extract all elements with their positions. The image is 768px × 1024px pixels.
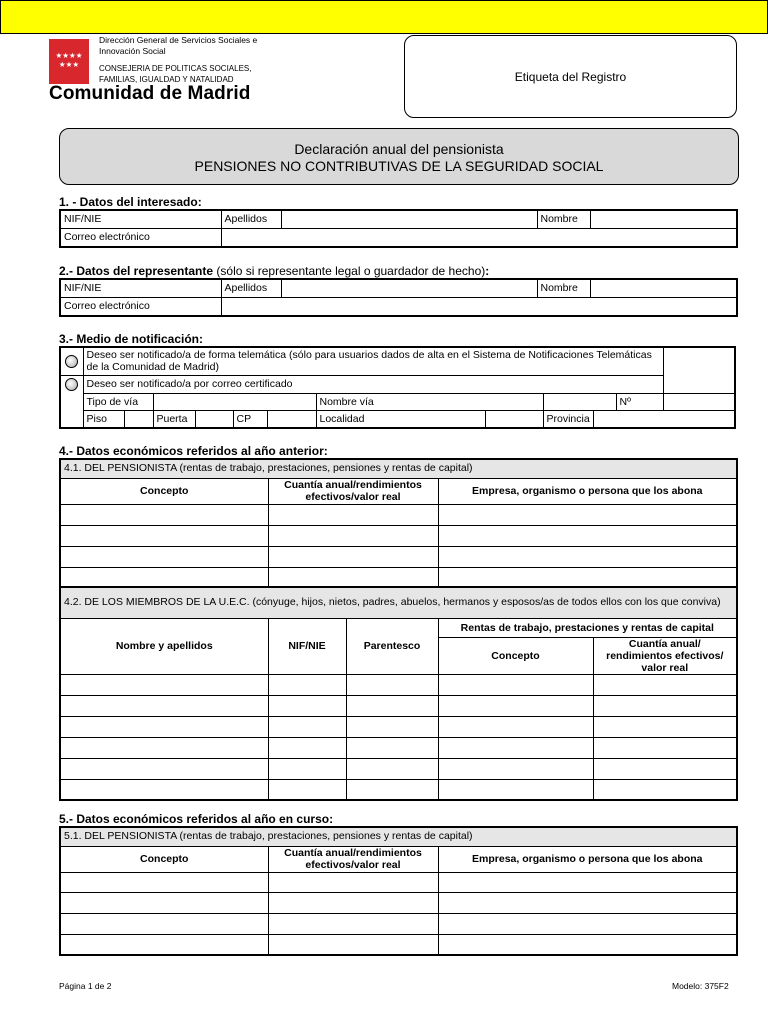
model-number: Modelo: 375F2 bbox=[672, 981, 729, 991]
s42-row3-concepto[interactable] bbox=[438, 716, 593, 737]
notify-telematic-label: Deseo ser notificado/a de forma telemática (sólo para usuarios dados de alta en el Sistema de Notificaciones Telemáticas de la Comunidad de Madrid) bbox=[83, 347, 663, 375]
tipo-via-label: Tipo de vía bbox=[83, 393, 153, 410]
s42-row1-concepto[interactable] bbox=[438, 674, 593, 695]
s51-row3-concepto[interactable] bbox=[60, 913, 268, 934]
s2-apellidos-label: Apellidos bbox=[221, 279, 281, 297]
s42-row6-nombre[interactable] bbox=[60, 779, 268, 800]
s42-subheading: 4.2. DE LOS MIEMBROS DE LA U.E.C. (cónyuge, hijos, nietos, padres, abuelos, hermanos y esposos/as de todos ellos con los que conviva) bbox=[60, 587, 737, 618]
section2-heading-note: (sólo si representante legal o guardador de hecho) bbox=[216, 264, 486, 278]
s42-row4-nif[interactable] bbox=[268, 737, 346, 758]
s2-apellidos-field[interactable] bbox=[281, 279, 537, 297]
s51-subheading: 5.1. DEL PENSIONISTA (rentas de trabajo, prestaciones, pensiones y rentas de capital) bbox=[60, 827, 737, 846]
form-title-line1: Declaración anual del pensionista bbox=[294, 141, 504, 157]
s1-nombre-field[interactable] bbox=[590, 210, 737, 228]
s51-empresa-header: Empresa, organismo o persona que los abona bbox=[438, 846, 737, 872]
s42-row4-concepto[interactable] bbox=[438, 737, 593, 758]
s42-concepto-header: Concepto bbox=[438, 637, 593, 674]
notify-mail-radio[interactable] bbox=[65, 378, 78, 391]
s42-row4-nombre[interactable] bbox=[60, 737, 268, 758]
cp-field[interactable] bbox=[267, 410, 316, 428]
s42-row3-parentesco[interactable] bbox=[346, 716, 438, 737]
section4-heading: 4.- Datos económicos referidos al año anterior: bbox=[59, 444, 328, 458]
s51-concepto-header: Concepto bbox=[60, 846, 268, 872]
notify-telematic-radio-cell[interactable] bbox=[60, 347, 83, 375]
logo-stars-icon: ★★★★ ★★★ bbox=[55, 51, 83, 69]
section3-table bbox=[59, 346, 736, 429]
org-consejeria: CONSEJERIA DE POLITICAS SOCIALES, FAMILIAS, IGUALDAD Y NATALIDAD bbox=[99, 64, 252, 84]
section41-table bbox=[59, 458, 738, 589]
s1-correo-label: Correo electrónico bbox=[60, 228, 221, 247]
s41-row1-cuantia[interactable] bbox=[268, 504, 438, 525]
section1-table bbox=[59, 209, 738, 248]
notify-mail-radio-cell[interactable] bbox=[60, 375, 83, 428]
s51-row3-cuantia[interactable] bbox=[268, 913, 438, 934]
nombre-via-field[interactable] bbox=[543, 393, 616, 410]
s42-row2-parentesco[interactable] bbox=[346, 695, 438, 716]
numero-field[interactable] bbox=[663, 393, 735, 410]
s42-rentas-header: Rentas de trabajo, prestaciones y rentas de capital bbox=[438, 618, 737, 637]
numero-label: Nº bbox=[616, 393, 663, 410]
s2-nombre-field[interactable] bbox=[590, 279, 737, 297]
s41-row4-cuantia[interactable] bbox=[268, 567, 438, 588]
form-title-box bbox=[59, 128, 739, 185]
s41-row4-empresa[interactable] bbox=[438, 567, 737, 588]
registry-label-box bbox=[404, 35, 737, 118]
s1-apellidos-field[interactable] bbox=[281, 210, 537, 228]
s51-row1-concepto[interactable] bbox=[60, 872, 268, 892]
s42-row1-cuantia[interactable] bbox=[593, 674, 737, 695]
s42-parentesco-header: Parentesco bbox=[346, 618, 438, 674]
s42-row3-cuantia[interactable] bbox=[593, 716, 737, 737]
provincia-field[interactable] bbox=[593, 410, 735, 428]
s1-nombre-label: Nombre bbox=[537, 210, 590, 228]
s42-row6-concepto[interactable] bbox=[438, 779, 593, 800]
section2-heading-text: 2.- Datos del representante bbox=[59, 264, 214, 278]
section51-table bbox=[59, 826, 738, 956]
s41-row1-concepto[interactable] bbox=[60, 504, 268, 525]
s1-correo-field[interactable] bbox=[221, 228, 737, 247]
s51-cuantia-header: Cuantía anual/rendimientos efectivos/valor real bbox=[268, 846, 438, 872]
piso-label: Piso bbox=[83, 410, 124, 428]
s2-correo-label: Correo electrónico bbox=[60, 297, 221, 316]
s42-nif-header: NIF/NIE bbox=[268, 618, 346, 674]
section2-table bbox=[59, 278, 738, 317]
s42-row3-nif[interactable] bbox=[268, 716, 346, 737]
s41-subheading: 4.1. DEL PENSIONISTA (rentas de trabajo, prestaciones, pensiones y rentas de capital) bbox=[60, 459, 737, 478]
s41-row3-concepto[interactable] bbox=[60, 546, 268, 567]
s42-row3-nombre[interactable] bbox=[60, 716, 268, 737]
community-title: Comunidad de Madrid bbox=[49, 83, 251, 104]
section3-heading: 3.- Medio de notificación: bbox=[59, 332, 204, 346]
s1-nif-label: NIF/NIE bbox=[60, 210, 221, 228]
nombre-via-label: Nombre vía bbox=[316, 393, 543, 410]
registry-label: Etiqueta del Registro bbox=[514, 69, 627, 84]
s42-row6-parentesco[interactable] bbox=[346, 779, 438, 800]
s51-row4-cuantia[interactable] bbox=[268, 934, 438, 955]
comunidad-madrid-logo bbox=[49, 39, 89, 84]
section2-heading-colon: : bbox=[485, 264, 490, 278]
s42-row5-nif[interactable] bbox=[268, 758, 346, 779]
localidad-field[interactable] bbox=[485, 410, 543, 428]
s51-row3-empresa[interactable] bbox=[438, 913, 737, 934]
s51-row4-concepto[interactable] bbox=[60, 934, 268, 955]
puerta-label: Puerta bbox=[153, 410, 195, 428]
s2-nif-label: NIF/NIE bbox=[60, 279, 221, 297]
s41-cuantia-header: Cuantía anual/rendimientos efectivos/valor real bbox=[268, 478, 438, 504]
s42-row2-concepto[interactable] bbox=[438, 695, 593, 716]
s42-row5-cuantia[interactable] bbox=[593, 758, 737, 779]
s42-row6-cuantia[interactable] bbox=[593, 779, 737, 800]
s41-row3-empresa[interactable] bbox=[438, 546, 737, 567]
s51-row2-concepto[interactable] bbox=[60, 892, 268, 913]
s51-row2-cuantia[interactable] bbox=[268, 892, 438, 913]
tipo-via-field[interactable] bbox=[153, 393, 316, 410]
s41-row3-cuantia[interactable] bbox=[268, 546, 438, 567]
s51-row4-empresa[interactable] bbox=[438, 934, 737, 955]
s42-nombre-header: Nombre y apellidos bbox=[60, 618, 268, 674]
piso-field[interactable] bbox=[124, 410, 153, 428]
s41-row2-empresa[interactable] bbox=[438, 525, 737, 546]
s51-row1-empresa[interactable] bbox=[438, 872, 737, 892]
notify-mail-label: Deseo ser notificado/a por correo certificado bbox=[83, 375, 663, 393]
s42-cuantia-header: Cuantía anual/ rendimientos efectivos/ valor real bbox=[593, 637, 737, 674]
s42-row2-cuantia[interactable] bbox=[593, 695, 737, 716]
s42-row6-nif[interactable] bbox=[268, 779, 346, 800]
s41-concepto-header: Concepto bbox=[60, 478, 268, 504]
s42-row1-nombre[interactable] bbox=[60, 674, 268, 695]
s42-row4-cuantia[interactable] bbox=[593, 737, 737, 758]
s42-row1-nif[interactable] bbox=[268, 674, 346, 695]
section5-heading: 5.- Datos económicos referidos al año en curso: bbox=[59, 812, 334, 826]
section2-heading bbox=[59, 264, 489, 278]
s41-row4-concepto[interactable] bbox=[60, 567, 268, 588]
form-title-line2: PENSIONES NO CONTRIBUTIVAS DE LA SEGURIDAD SOCIAL bbox=[194, 158, 604, 174]
s41-row1-empresa[interactable] bbox=[438, 504, 737, 525]
puerta-field[interactable] bbox=[195, 410, 233, 428]
s42-row2-nif[interactable] bbox=[268, 695, 346, 716]
s42-row5-parentesco[interactable] bbox=[346, 758, 438, 779]
s1-apellidos-label: Apellidos bbox=[221, 210, 281, 228]
notify-telematic-radio[interactable] bbox=[65, 355, 78, 368]
top-yellow-bar bbox=[0, 0, 768, 34]
section1-heading: 1. - Datos del interesado: bbox=[59, 195, 202, 209]
s2-correo-field[interactable] bbox=[221, 297, 737, 316]
s51-row2-empresa[interactable] bbox=[438, 892, 737, 913]
cp-label: CP bbox=[233, 410, 267, 428]
s42-row5-concepto[interactable] bbox=[438, 758, 593, 779]
s2-nombre-label: Nombre bbox=[537, 279, 590, 297]
provincia-label: Provincia bbox=[543, 410, 593, 428]
org-direccion-general: Dirección General de Servicios Sociales e Innovación Social bbox=[99, 35, 258, 56]
s42-row2-nombre[interactable] bbox=[60, 695, 268, 716]
s51-row1-cuantia[interactable] bbox=[268, 872, 438, 892]
s42-row5-nombre[interactable] bbox=[60, 758, 268, 779]
page-number: Página 1 de 2 bbox=[59, 981, 112, 991]
localidad-label: Localidad bbox=[316, 410, 485, 428]
section42-table bbox=[59, 586, 738, 801]
s41-row2-cuantia[interactable] bbox=[268, 525, 438, 546]
s42-row4-parentesco[interactable] bbox=[346, 737, 438, 758]
s41-empresa-header: Empresa, organismo o persona que los abona bbox=[438, 478, 737, 504]
s42-row1-parentesco[interactable] bbox=[346, 674, 438, 695]
s41-row2-concepto[interactable] bbox=[60, 525, 268, 546]
